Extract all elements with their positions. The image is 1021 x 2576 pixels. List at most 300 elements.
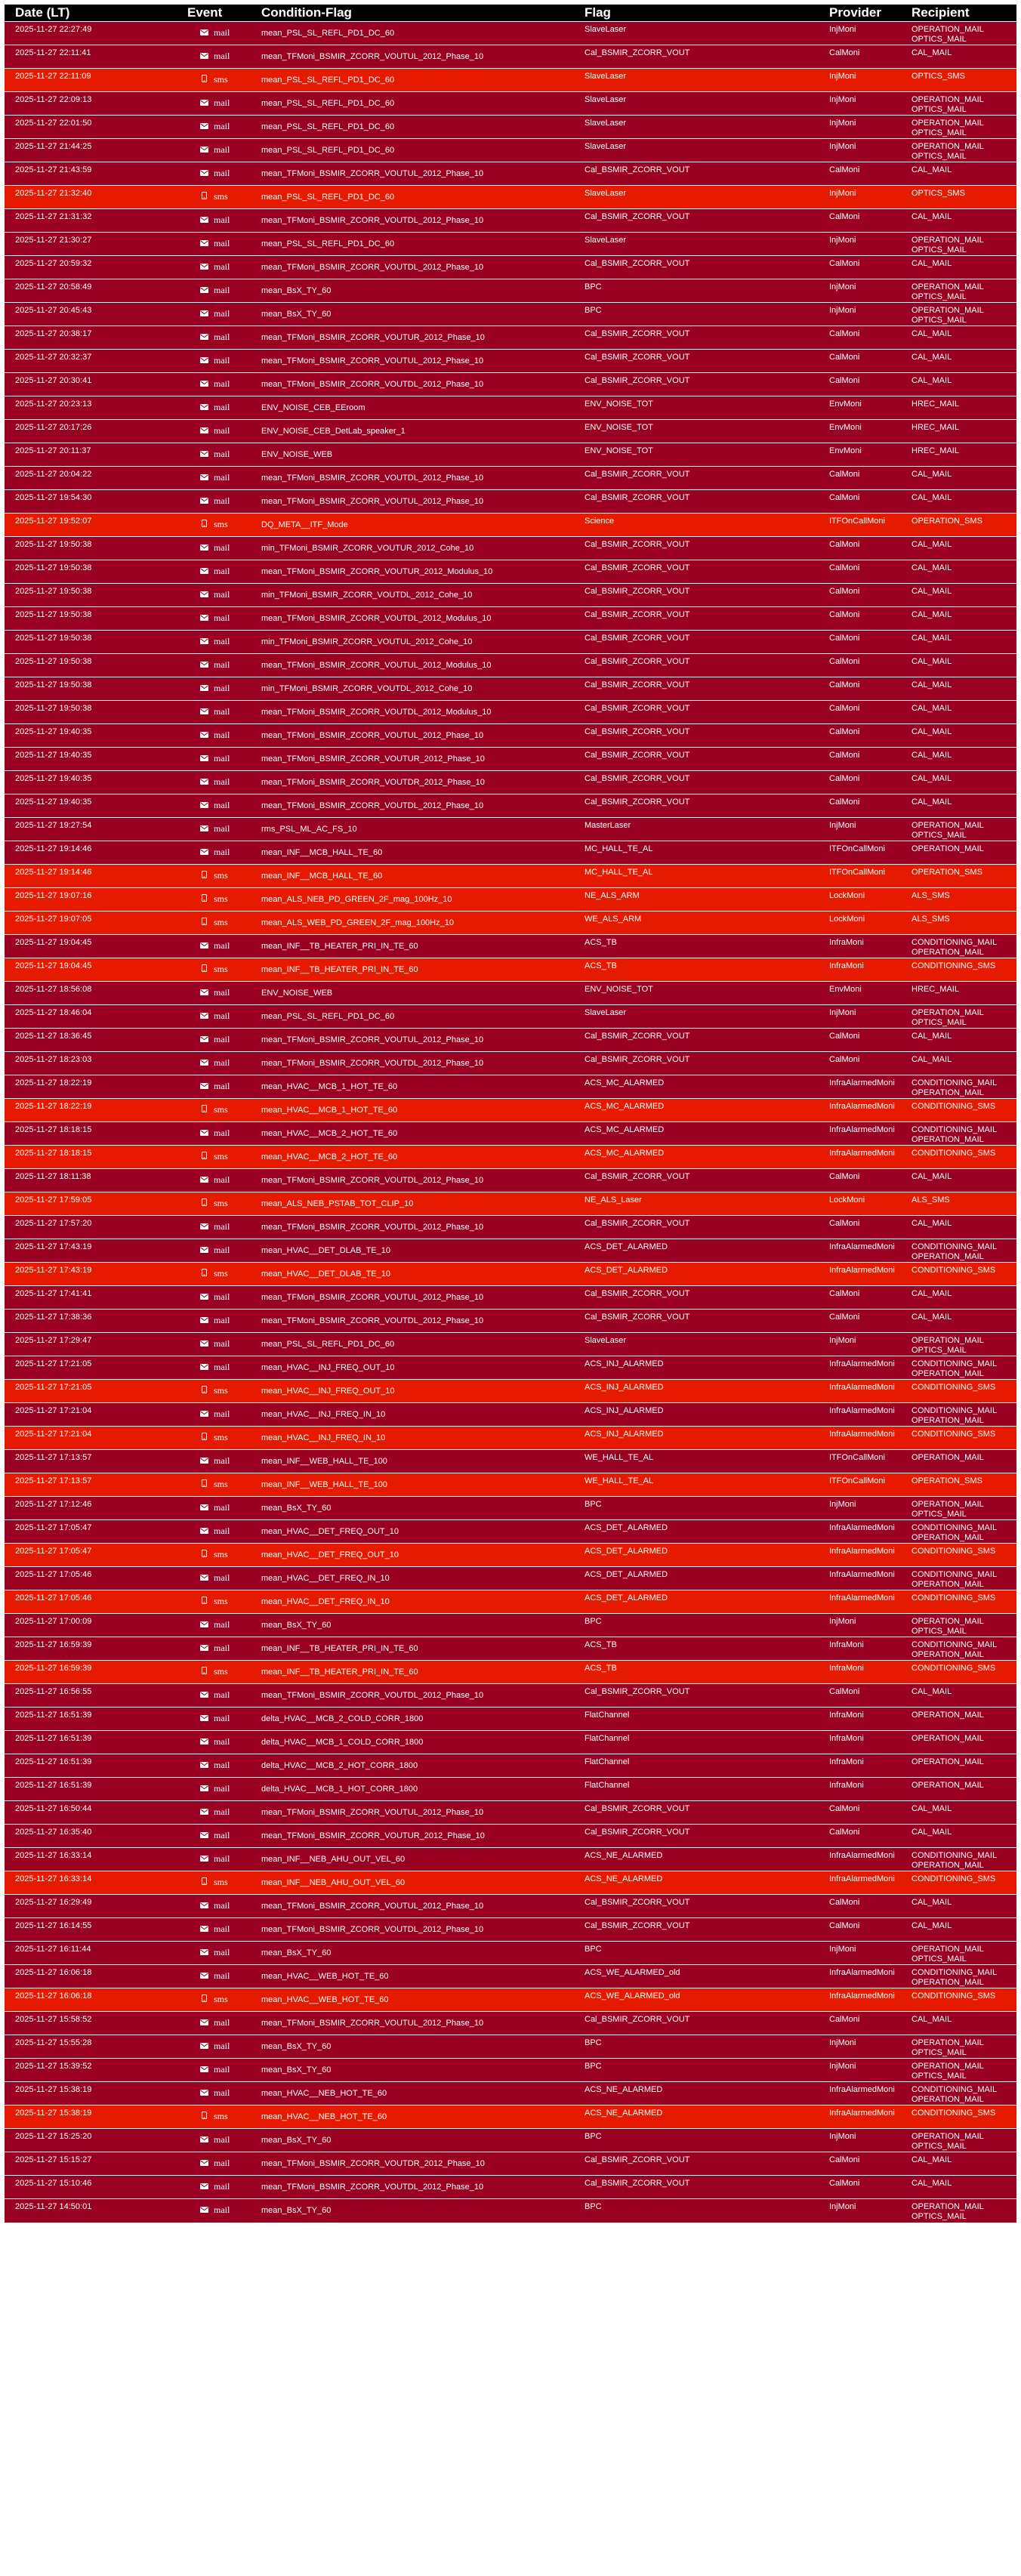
event-label: mail — [214, 97, 230, 108]
condition-cell: mean_TFMoni_BSMIR_ZCORR_VOUTUL_2012_Modulus_10 — [251, 654, 574, 677]
provider-cell: InjMoni — [819, 1942, 901, 1965]
condition-cell: mean_HVAC__DET_FREQ_IN_10 — [251, 1567, 574, 1590]
table-row — [5, 958, 1016, 982]
table-row — [5, 771, 1016, 794]
date-cell: 2025-11-27 15:10:46 — [5, 2176, 177, 2199]
table-row — [5, 139, 1016, 162]
table-row — [5, 303, 1016, 326]
event-cell — [177, 677, 251, 701]
table-row — [5, 724, 1016, 748]
condition-cell: mean_TFMoni_BSMIR_ZCORR_VOUTUL_2012_Phase_10 — [251, 1895, 574, 1918]
column-header-provider[interactable]: Provider — [819, 5, 901, 22]
provider-cell: InjMoni — [819, 116, 901, 139]
event-label: mail — [214, 542, 230, 553]
table-row — [5, 841, 1016, 865]
event-label: mail — [214, 1291, 230, 1302]
recipient-cell: CAL_MAIL — [901, 1310, 1016, 1333]
table-row — [5, 1099, 1016, 1122]
flag-cell: Cal_BSMIR_ZCORR_VOUT — [574, 1310, 819, 1333]
table-row — [5, 1239, 1016, 1263]
provider-cell: CalMoni — [819, 1286, 901, 1310]
condition-cell: ENV_NOISE_CEB_EEroom — [251, 396, 574, 420]
flag-cell: WE_HALL_TE_AL — [574, 1450, 819, 1473]
column-header-recipient[interactable]: Recipient — [901, 5, 1016, 22]
date-cell: 2025-11-27 21:43:59 — [5, 162, 177, 186]
event-cell — [177, 1801, 251, 1825]
table-row — [5, 748, 1016, 771]
event-label: mail — [214, 1221, 230, 1232]
event-cell — [177, 818, 251, 841]
envelope-icon — [199, 216, 208, 226]
envelope-icon — [199, 1223, 208, 1232]
provider-cell: CalMoni — [819, 607, 901, 631]
envelope-icon — [199, 403, 208, 413]
recipient-cell: CAL_MAIL — [901, 724, 1016, 748]
column-header-date[interactable]: Date (LT) — [5, 5, 177, 22]
provider-cell: InfraAlarmedMoni — [819, 1848, 901, 1871]
event-cell — [177, 1356, 251, 1380]
event-cell — [177, 935, 251, 958]
event-label: mail — [214, 2017, 230, 2028]
date-cell: 2025-11-27 19:50:38 — [5, 677, 177, 701]
table-row — [5, 2176, 1016, 2199]
table-row — [5, 1169, 1016, 1192]
event-cell — [177, 1450, 251, 1473]
event-cell — [177, 1122, 251, 1146]
table-row — [5, 1403, 1016, 1427]
recipient-cell: CAL_MAIL — [901, 1825, 1016, 1848]
event-cell — [177, 982, 251, 1005]
date-cell: 2025-11-27 20:11:37 — [5, 443, 177, 467]
provider-cell: LockMoni — [819, 1192, 901, 1216]
flag-cell: Cal_BSMIR_ZCORR_VOUT — [574, 560, 819, 584]
provider-cell: CalMoni — [819, 537, 901, 560]
event-cell — [177, 1403, 251, 1427]
flag-cell: ACS_MC_ALARMED — [574, 1099, 819, 1122]
condition-cell: mean_HVAC__DET_DLAB_TE_10 — [251, 1263, 574, 1286]
recipient-cell: OPERATION_MAIL OPTICS_MAIL — [901, 116, 1016, 139]
table-row — [5, 1146, 1016, 1169]
condition-cell: mean_PSL_SL_REFL_PD1_DC_60 — [251, 1333, 574, 1356]
date-cell: 2025-11-27 17:41:41 — [5, 1286, 177, 1310]
recipient-cell: CONDITIONING_MAIL OPERATION_MAIL — [901, 1122, 1016, 1146]
table-row — [5, 514, 1016, 537]
envelope-icon — [199, 2206, 208, 2216]
date-cell: 2025-11-27 16:33:14 — [5, 1848, 177, 1871]
condition-cell: mean_TFMoni_BSMIR_ZCORR_VOUTDL_2012_Phase_10 — [251, 467, 574, 490]
event-cell — [177, 654, 251, 677]
condition-cell: mean_TFMoni_BSMIR_ZCORR_VOUTUL_2012_Phase_10 — [251, 1286, 574, 1310]
table-row — [5, 1988, 1016, 2012]
provider-cell: CalMoni — [819, 373, 901, 396]
condition-cell: mean_INF__WEB_HALL_TE_100 — [251, 1450, 574, 1473]
column-header-flag[interactable]: Flag — [574, 5, 819, 22]
envelope-icon — [199, 1808, 208, 1818]
event-label: mail — [214, 449, 230, 459]
table-row — [5, 1661, 1016, 1684]
recipient-cell: CAL_MAIL — [901, 1169, 1016, 1192]
recipient-cell: CAL_MAIL — [901, 631, 1016, 654]
event-cell — [177, 865, 251, 888]
flag-cell: BPC — [574, 2035, 819, 2059]
recipient-cell: OPTICS_SMS — [901, 69, 1016, 92]
flag-cell: FlatChannel — [574, 1778, 819, 1801]
event-label: mail — [214, 1947, 230, 1957]
recipient-cell: CONDITIONING_SMS — [901, 1988, 1016, 2012]
event-cell — [177, 1567, 251, 1590]
table-row — [5, 209, 1016, 233]
event-cell — [177, 514, 251, 537]
table-row — [5, 1427, 1016, 1450]
event-label: mail — [214, 261, 230, 272]
event-cell — [177, 209, 251, 233]
provider-cell: CalMoni — [819, 1310, 901, 1333]
flag-cell: NE_ALS_ARM — [574, 888, 819, 912]
condition-cell: mean_INF__TB_HEATER_PRI_IN_TE_60 — [251, 958, 574, 982]
flag-cell: MC_HALL_TE_AL — [574, 865, 819, 888]
flag-cell: Cal_BSMIR_ZCORR_VOUT — [574, 748, 819, 771]
recipient-cell: CAL_MAIL — [901, 1216, 1016, 1239]
event-cell — [177, 69, 251, 92]
table-row — [5, 45, 1016, 69]
flag-cell: ACS_INJ_ALARMED — [574, 1403, 819, 1427]
event-label: mail — [214, 1010, 230, 1021]
condition-cell: mean_TFMoni_BSMIR_ZCORR_VOUTDL_2012_Phase_10 — [251, 256, 574, 279]
event-label: sms — [214, 1479, 228, 1489]
date-cell: 2025-11-27 19:52:07 — [5, 514, 177, 537]
envelope-icon — [199, 474, 208, 483]
provider-cell: CalMoni — [819, 45, 901, 69]
event-label: mail — [214, 823, 230, 834]
event-cell — [177, 724, 251, 748]
flag-cell: Cal_BSMIR_ZCORR_VOUT — [574, 2012, 819, 2035]
event-label: mail — [214, 800, 230, 810]
event-cell — [177, 1661, 251, 1684]
event-cell — [177, 1754, 251, 1778]
provider-cell: InjMoni — [819, 2129, 901, 2152]
event-label: mail — [214, 2134, 230, 2145]
recipient-cell: OPERATION_MAIL OPTICS_MAIL — [901, 139, 1016, 162]
provider-cell: InfraAlarmedMoni — [819, 1075, 901, 1099]
envelope-icon — [199, 1691, 208, 1701]
date-cell: 2025-11-27 18:22:19 — [5, 1099, 177, 1122]
flag-cell: Cal_BSMIR_ZCORR_VOUT — [574, 350, 819, 373]
provider-cell: ITFOnCallMoni — [819, 514, 901, 537]
event-label: sms — [214, 1151, 228, 1162]
envelope-icon — [199, 1035, 208, 1045]
event-label: mail — [214, 1713, 230, 1723]
recipient-cell: OPERATION_MAIL — [901, 841, 1016, 865]
condition-cell: mean_TFMoni_BSMIR_ZCORR_VOUTUR_2012_Phase_10 — [251, 748, 574, 771]
event-label: mail — [214, 1362, 230, 1372]
table-row — [5, 1380, 1016, 1403]
date-cell: 2025-11-27 16:59:39 — [5, 1661, 177, 1684]
condition-cell: mean_HVAC__DET_DLAB_TE_10 — [251, 1239, 574, 1263]
condition-cell: mean_TFMoni_BSMIR_ZCORR_VOUTUR_2012_Modulus_10 — [251, 560, 574, 584]
table-row — [5, 677, 1016, 701]
provider-cell: CalMoni — [819, 1895, 901, 1918]
event-label: sms — [214, 191, 228, 202]
mobile-phone-icon — [199, 2112, 208, 2122]
condition-cell: mean_PSL_SL_REFL_PD1_DC_60 — [251, 92, 574, 116]
event-cell — [177, 1708, 251, 1731]
mobile-phone-icon — [199, 192, 208, 202]
recipient-cell: CONDITIONING_SMS — [901, 1263, 1016, 1286]
condition-cell: rms_PSL_ML_AC_FS_10 — [251, 818, 574, 841]
date-cell: 2025-11-27 19:50:38 — [5, 654, 177, 677]
date-cell: 2025-11-27 17:57:20 — [5, 1216, 177, 1239]
flag-cell: Cal_BSMIR_ZCORR_VOUT — [574, 1918, 819, 1942]
event-cell — [177, 1473, 251, 1497]
date-cell: 2025-11-27 19:50:38 — [5, 701, 177, 724]
flag-cell: ACS_DET_ALARMED — [574, 1544, 819, 1567]
column-header-condition[interactable]: Condition-Flag — [251, 5, 574, 22]
table-row — [5, 1614, 1016, 1637]
mobile-phone-icon — [199, 964, 208, 975]
envelope-icon — [199, 52, 208, 62]
event-cell — [177, 1146, 251, 1169]
event-cell — [177, 2059, 251, 2082]
provider-cell: CalMoni — [819, 1918, 901, 1942]
mobile-phone-icon — [199, 1479, 208, 1490]
recipient-cell: OPERATION_MAIL OPTICS_MAIL — [901, 279, 1016, 303]
provider-cell: CalMoni — [819, 467, 901, 490]
recipient-cell: CAL_MAIL — [901, 490, 1016, 514]
recipient-cell: CONDITIONING_SMS — [901, 958, 1016, 982]
date-cell: 2025-11-27 20:38:17 — [5, 326, 177, 350]
flag-cell: ACS_INJ_ALARMED — [574, 1427, 819, 1450]
table-row — [5, 1965, 1016, 1988]
flag-cell: Cal_BSMIR_ZCORR_VOUT — [574, 677, 819, 701]
flag-cell: ACS_MC_ALARMED — [574, 1075, 819, 1099]
date-cell: 2025-11-27 22:11:09 — [5, 69, 177, 92]
date-cell: 2025-11-27 19:07:05 — [5, 912, 177, 935]
flag-cell: WE_HALL_TE_AL — [574, 1473, 819, 1497]
table-row — [5, 1590, 1016, 1614]
event-label: sms — [214, 1994, 228, 2004]
table-row — [5, 2082, 1016, 2106]
table-row — [5, 1075, 1016, 1099]
event-label: mail — [214, 1736, 230, 1747]
provider-cell: CalMoni — [819, 209, 901, 233]
recipient-cell: CAL_MAIL — [901, 1918, 1016, 1942]
event-label: mail — [214, 2064, 230, 2075]
date-cell: 2025-11-27 20:32:37 — [5, 350, 177, 373]
envelope-icon — [199, 1714, 208, 1724]
table-row — [5, 1637, 1016, 1661]
table-header — [5, 5, 1016, 22]
event-cell — [177, 1965, 251, 1988]
recipient-cell: OPERATION_MAIL — [901, 1754, 1016, 1778]
recipient-cell: OPERATION_MAIL OPTICS_MAIL — [901, 92, 1016, 116]
date-cell: 2025-11-27 14:50:01 — [5, 2199, 177, 2223]
table-row — [5, 443, 1016, 467]
recipient-cell: OPERATION_MAIL — [901, 1731, 1016, 1754]
event-label: mail — [214, 1315, 230, 1325]
table-row — [5, 1918, 1016, 1942]
event-label: sms — [214, 917, 228, 927]
date-cell: 2025-11-27 19:04:45 — [5, 935, 177, 958]
flag-cell: Cal_BSMIR_ZCORR_VOUT — [574, 256, 819, 279]
flag-cell: Cal_BSMIR_ZCORR_VOUT — [574, 490, 819, 514]
condition-cell: mean_TFMoni_BSMIR_ZCORR_VOUTDL_2012_Phase_10 — [251, 1684, 574, 1708]
event-label: sms — [214, 870, 228, 881]
table-row — [5, 69, 1016, 92]
column-header-event[interactable]: Event — [177, 5, 251, 22]
flag-cell: SlaveLaser — [574, 116, 819, 139]
condition-cell: min_TFMoni_BSMIR_ZCORR_VOUTDL_2012_Cohe_10 — [251, 584, 574, 607]
flag-cell: Cal_BSMIR_ZCORR_VOUT — [574, 1169, 819, 1192]
recipient-cell: CONDITIONING_MAIL OPERATION_MAIL — [901, 1520, 1016, 1544]
flag-cell: Cal_BSMIR_ZCORR_VOUT — [574, 2176, 819, 2199]
recipient-cell: CONDITIONING_SMS — [901, 1590, 1016, 1614]
envelope-icon — [199, 239, 208, 249]
table-row — [5, 2129, 1016, 2152]
provider-cell: InfraMoni — [819, 1754, 901, 1778]
date-cell: 2025-11-27 21:31:32 — [5, 209, 177, 233]
condition-cell: mean_HVAC__MCB_1_HOT_TE_60 — [251, 1099, 574, 1122]
recipient-cell: CONDITIONING_MAIL OPERATION_MAIL — [901, 1567, 1016, 1590]
condition-cell: mean_PSL_SL_REFL_PD1_DC_60 — [251, 22, 574, 45]
event-cell — [177, 256, 251, 279]
event-cell — [177, 748, 251, 771]
date-cell: 2025-11-27 21:32:40 — [5, 186, 177, 209]
provider-cell: CalMoni — [819, 1052, 901, 1075]
mobile-phone-icon — [199, 1667, 208, 1677]
flag-cell: WE_ALS_ARM — [574, 912, 819, 935]
event-label: mail — [214, 27, 230, 38]
envelope-icon — [199, 848, 208, 858]
event-label: mail — [214, 1783, 230, 1794]
date-cell: 2025-11-27 18:18:15 — [5, 1122, 177, 1146]
recipient-cell: CONDITIONING_SMS — [901, 1380, 1016, 1403]
provider-cell: InjMoni — [819, 69, 901, 92]
condition-cell: mean_TFMoni_BSMIR_ZCORR_VOUTUL_2012_Phase_10 — [251, 490, 574, 514]
event-cell — [177, 1520, 251, 1544]
condition-cell: mean_TFMoni_BSMIR_ZCORR_VOUTDL_2012_Phase_10 — [251, 209, 574, 233]
recipient-cell: OPERATION_MAIL OPTICS_MAIL — [901, 233, 1016, 256]
provider-cell: LockMoni — [819, 888, 901, 912]
flag-cell: ENV_NOISE_TOT — [574, 420, 819, 443]
mobile-phone-icon — [199, 1994, 208, 2005]
flag-cell: ACS_NE_ALARMED — [574, 2106, 819, 2129]
event-label: mail — [214, 1526, 230, 1536]
table-row — [5, 1356, 1016, 1380]
table-row — [5, 818, 1016, 841]
table-row — [5, 490, 1016, 514]
condition-cell: ENV_NOISE_WEB — [251, 982, 574, 1005]
table-row — [5, 2059, 1016, 2082]
date-cell: 2025-11-27 16:14:55 — [5, 1918, 177, 1942]
provider-cell: InfraMoni — [819, 958, 901, 982]
flag-cell: Cal_BSMIR_ZCORR_VOUT — [574, 45, 819, 69]
condition-cell: mean_INF__MCB_HALL_TE_60 — [251, 865, 574, 888]
table-row — [5, 186, 1016, 209]
flag-cell: FlatChannel — [574, 1708, 819, 1731]
provider-cell: CalMoni — [819, 748, 901, 771]
envelope-icon — [199, 286, 208, 296]
flag-cell: Cal_BSMIR_ZCORR_VOUT — [574, 326, 819, 350]
table-row — [5, 1708, 1016, 1731]
table-row — [5, 1263, 1016, 1286]
date-cell: 2025-11-27 18:23:03 — [5, 1052, 177, 1075]
table-row — [5, 1848, 1016, 1871]
condition-cell: mean_BsX_TY_60 — [251, 1942, 574, 1965]
condition-cell: mean_PSL_SL_REFL_PD1_DC_60 — [251, 186, 574, 209]
provider-cell: CalMoni — [819, 724, 901, 748]
recipient-cell: OPERATION_MAIL — [901, 1450, 1016, 1473]
condition-cell: ENV_NOISE_CEB_DetLab_speaker_1 — [251, 420, 574, 443]
date-cell: 2025-11-27 17:13:57 — [5, 1473, 177, 1497]
recipient-cell: OPERATION_MAIL OPTICS_MAIL — [901, 1942, 1016, 1965]
provider-cell: InjMoni — [819, 1333, 901, 1356]
provider-cell: LockMoni — [819, 912, 901, 935]
event-label: mail — [214, 1970, 230, 1981]
envelope-icon — [199, 661, 208, 671]
date-cell: 2025-11-27 19:07:16 — [5, 888, 177, 912]
event-cell — [177, 443, 251, 467]
date-cell: 2025-11-27 22:09:13 — [5, 92, 177, 116]
envelope-icon — [199, 122, 208, 132]
provider-cell: InfraAlarmedMoni — [819, 1965, 901, 1988]
flag-cell: ACS_INJ_ALARMED — [574, 1380, 819, 1403]
provider-cell: InfraAlarmedMoni — [819, 1403, 901, 1427]
provider-cell: CalMoni — [819, 2012, 901, 2035]
event-label: mail — [214, 2181, 230, 2192]
provider-cell: CalMoni — [819, 326, 901, 350]
recipient-cell: CAL_MAIL — [901, 794, 1016, 818]
date-cell: 2025-11-27 19:40:35 — [5, 724, 177, 748]
recipient-cell: OPERATION_MAIL — [901, 1708, 1016, 1731]
date-cell: 2025-11-27 20:04:22 — [5, 467, 177, 490]
date-cell: 2025-11-27 19:40:35 — [5, 748, 177, 771]
mobile-phone-icon — [199, 894, 208, 905]
table-row — [5, 373, 1016, 396]
event-cell — [177, 1286, 251, 1310]
event-cell — [177, 701, 251, 724]
date-cell: 2025-11-27 19:54:30 — [5, 490, 177, 514]
date-cell: 2025-11-27 15:38:19 — [5, 2082, 177, 2106]
event-label: mail — [214, 1572, 230, 1583]
recipient-cell: ALS_SMS — [901, 888, 1016, 912]
flag-cell: Cal_BSMIR_ZCORR_VOUT — [574, 584, 819, 607]
table-row — [5, 22, 1016, 45]
event-label: mail — [214, 285, 230, 295]
condition-cell: mean_INF__NEB_AHU_OUT_VEL_60 — [251, 1848, 574, 1871]
flag-cell: ENV_NOISE_TOT — [574, 443, 819, 467]
condition-cell: mean_TFMoni_BSMIR_ZCORR_VOUTDL_2012_Phase_10 — [251, 2176, 574, 2199]
condition-cell: mean_TFMoni_BSMIR_ZCORR_VOUTUL_2012_Phase_10 — [251, 2012, 574, 2035]
recipient-cell: CAL_MAIL — [901, 209, 1016, 233]
date-cell: 2025-11-27 21:30:27 — [5, 233, 177, 256]
event-cell — [177, 1614, 251, 1637]
condition-cell: mean_PSL_SL_REFL_PD1_DC_60 — [251, 139, 574, 162]
envelope-icon — [199, 2019, 208, 2028]
date-cell: 2025-11-27 19:27:54 — [5, 818, 177, 841]
recipient-cell: CONDITIONING_MAIL OPERATION_MAIL — [901, 1965, 1016, 1988]
event-label: mail — [214, 612, 230, 623]
envelope-icon — [199, 2159, 208, 2169]
envelope-icon — [199, 1457, 208, 1467]
date-cell: 2025-11-27 19:04:45 — [5, 958, 177, 982]
envelope-icon — [199, 1902, 208, 1911]
condition-cell: mean_HVAC__WEB_HOT_TE_60 — [251, 1988, 574, 2012]
condition-cell: min_TFMoni_BSMIR_ZCORR_VOUTDL_2012_Cohe_10 — [251, 677, 574, 701]
recipient-cell: HREC_MAIL — [901, 982, 1016, 1005]
table-row — [5, 1801, 1016, 1825]
date-cell: 2025-11-27 17:12:46 — [5, 1497, 177, 1520]
event-cell — [177, 22, 251, 45]
